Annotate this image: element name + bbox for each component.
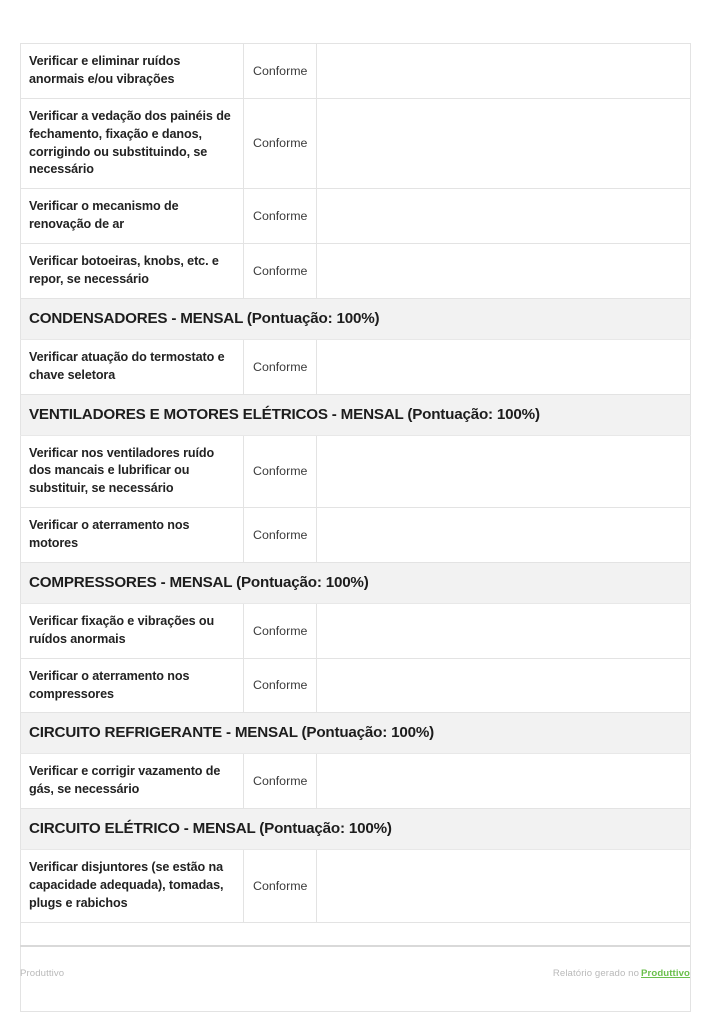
section-title: CONDENSADORES - MENSAL (Pontuação: 100%) (29, 309, 380, 327)
table-row (21, 754, 691, 809)
section-header-row (21, 394, 691, 435)
checklist-item-notes (317, 754, 691, 809)
checklist-item-label: Verificar e corrigir vazamento de gás, se necessário (21, 754, 244, 809)
checklist-item-notes (317, 435, 691, 508)
section-title: COMPRESSORES - MENSAL (Pontuação: 100%) (29, 573, 369, 591)
produttivo-link[interactable]: Produttivo (641, 967, 690, 979)
checklist-item-label: Verificar o aterramento nos compressores (21, 658, 244, 713)
checklist-item-label: Verificar o aterramento nos motores (21, 508, 244, 563)
checklist-table-body (21, 44, 691, 1012)
checklist-item-notes (317, 244, 691, 299)
checklist-item-status: Conforme (244, 44, 317, 99)
section-header-cell (21, 394, 691, 435)
checklist-table (20, 43, 691, 1012)
section-header-cell (21, 298, 691, 339)
section-header-row (21, 562, 691, 603)
table-row (21, 508, 691, 563)
checklist-item-label: Verificar fixação e vibrações ou ruídos anormais (21, 603, 244, 658)
section-header-row (21, 809, 691, 850)
table-row (21, 850, 691, 923)
footer-brand-label: Produttivo (20, 967, 65, 979)
section-header-cell (21, 809, 691, 850)
checklist-item-status: Conforme (244, 435, 317, 508)
page-footer (20, 963, 690, 983)
checklist-item-label: Verificar nos ventiladores ruído dos mancais e lubrificar ou substituir, se necessário (21, 435, 244, 508)
checklist-item-status: Conforme (244, 754, 317, 809)
checklist-item-label: Verificar botoeiras, knobs, etc. e repor, se necessário (21, 244, 244, 299)
footer-divider (20, 945, 690, 947)
checklist-item-notes (317, 44, 691, 99)
checklist-item-label: Verificar a vedação dos painéis de fechamento, fixação e danos, corrigindo ou substituindo, se necessário (21, 98, 244, 189)
table-row (21, 658, 691, 713)
section-title: VENTILADORES E MOTORES ELÉTRICOS - MENSAL (Pontuação: 100%) (29, 405, 540, 423)
section-header-row (21, 298, 691, 339)
section-title: CIRCUITO REFRIGERANTE - MENSAL (Pontuação: 100%) (29, 724, 435, 742)
table-row (21, 98, 691, 189)
section-title: CIRCUITO ELÉTRICO - MENSAL (Pontuação: 100%) (29, 820, 392, 838)
checklist-item-notes (317, 508, 691, 563)
checklist-item-notes (317, 98, 691, 189)
checklist-item-notes (317, 189, 691, 244)
footer-generated-by (553, 968, 690, 979)
checklist-item-status: Conforme (244, 658, 317, 713)
section-header-cell (21, 562, 691, 603)
table-row (21, 435, 691, 508)
checklist-item-status: Conforme (244, 850, 317, 923)
checklist-item-status: Conforme (244, 98, 317, 189)
checklist-item-status: Conforme (244, 244, 317, 299)
checklist-item-label: Verificar e eliminar ruídos anormais e/ou vibrações (21, 44, 244, 99)
checklist-item-notes (317, 850, 691, 923)
table-row (21, 244, 691, 299)
table-row (21, 339, 691, 394)
section-header-cell (21, 713, 691, 754)
table-row (21, 44, 691, 99)
checklist-item-status: Conforme (244, 508, 317, 563)
checklist-item-notes (317, 603, 691, 658)
checklist-item-status: Conforme (244, 189, 317, 244)
checklist-item-label: Verificar o mecanismo de renovação de ar (21, 189, 244, 244)
section-header-row (21, 713, 691, 754)
table-row (21, 603, 691, 658)
checklist-item-status: Conforme (244, 339, 317, 394)
table-row (21, 189, 691, 244)
checklist-item-notes (317, 339, 691, 394)
checklist-item-status: Conforme (244, 603, 317, 658)
checklist-item-label: Verificar atuação do termostato e chave seletora (21, 339, 244, 394)
footer-generated-text: Relatório gerado no (552, 967, 640, 979)
checklist-item-notes (317, 658, 691, 713)
checklist-item-label: Verificar disjuntores (se estão na capacidade adequada), tomadas, plugs e rabichos (21, 850, 244, 923)
